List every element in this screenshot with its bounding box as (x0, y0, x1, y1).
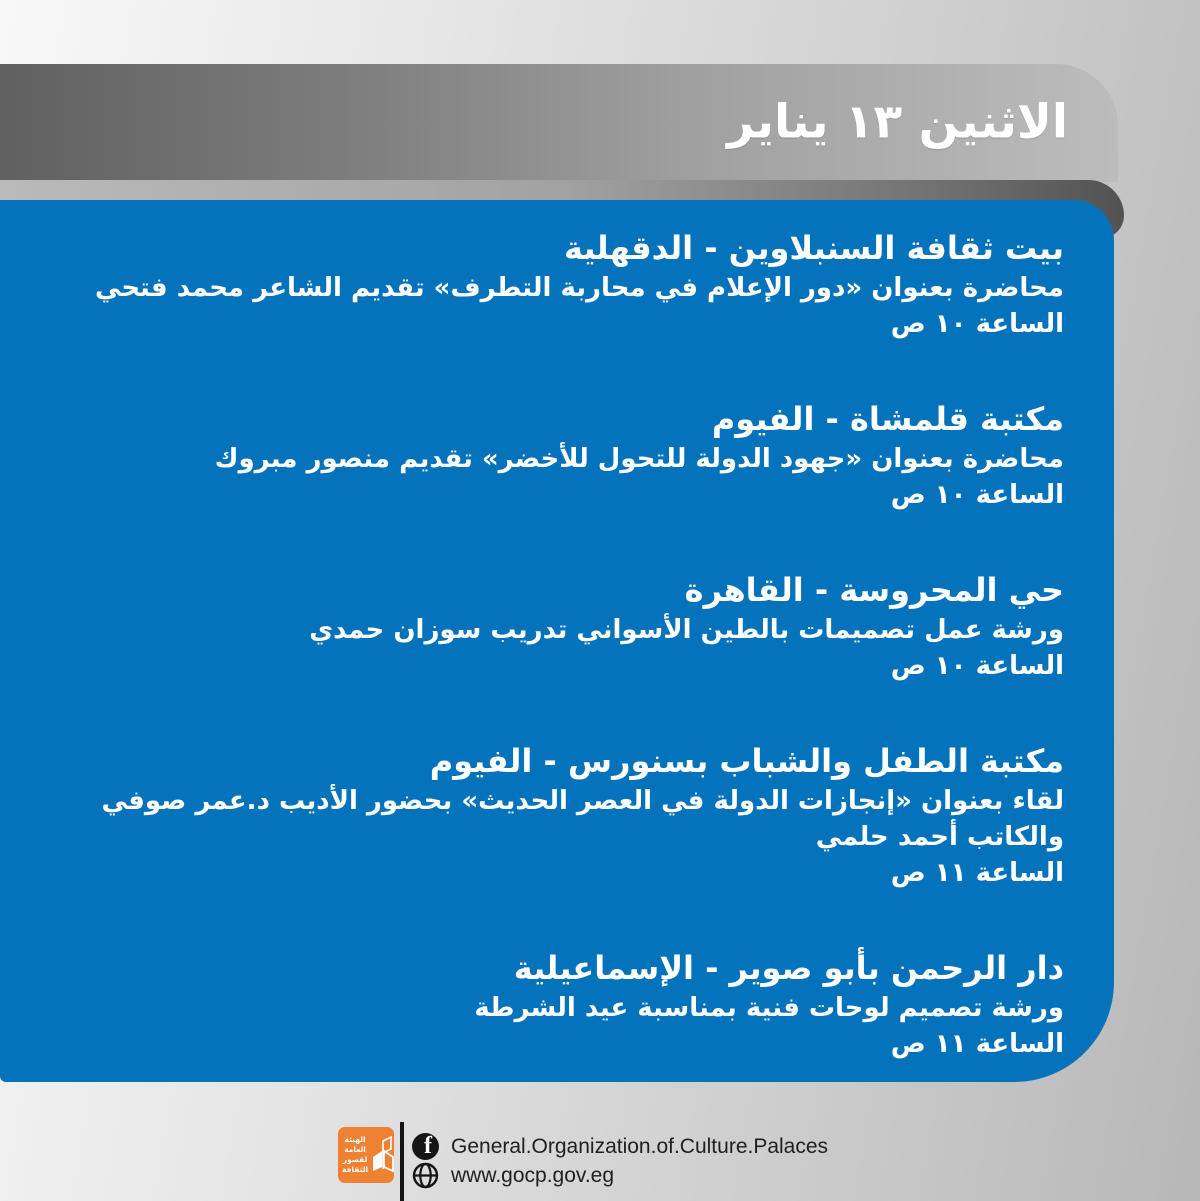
event-venue: مكتبة الطفل والشباب بسنورس - الفيوم (429, 742, 1064, 780)
event-description: محاضرة بعنوان «جهود الدولة للتحول للأخضر» تقديم منصور مبروك (214, 444, 1064, 474)
event-time: الساعة ١١ ص (890, 858, 1064, 888)
open-book-icon (370, 1135, 396, 1175)
logo-text-line: الثقافة (342, 1165, 369, 1174)
event-time: الساعة ١٠ ص (890, 480, 1064, 510)
website-url: www.gocp.gov.eg (451, 1163, 615, 1187)
facebook-icon (412, 1133, 439, 1160)
event-item (36, 570, 1064, 684)
logo-text-line: الهيئة (344, 1135, 366, 1144)
logo-text-line: العامة (344, 1145, 366, 1154)
event-item (36, 948, 1064, 1062)
event-venue: دار الرحمن بأبو صوير - الإسماعيلية (513, 949, 1064, 987)
event-venue: مكتبة قلمشاة - الفيوم (711, 400, 1064, 438)
footer-divider (400, 1122, 404, 1201)
event-time: الساعة ١٠ ص (890, 309, 1064, 339)
event-item (36, 228, 1064, 342)
event-description: ورشة تصميم لوحات فنية بمناسبة عيد الشرطة (474, 993, 1064, 1023)
globe-icon (412, 1162, 439, 1189)
event-venue: حي المحروسة - القاهرة (684, 571, 1064, 609)
event-item (36, 399, 1064, 513)
organization-logo-text (342, 1135, 368, 1175)
date-title: الاثنين ١٣ يناير (727, 94, 1068, 150)
event-description: لقاء بعنوان «إنجازات الدولة في العصر الحديث» بحضور الأديب د.عمر صوفي والكاتب أحمد حلمي (101, 786, 1064, 852)
facebook-row (412, 1133, 828, 1160)
event-venue: بيت ثقافة السنبلاوين - الدقهلية (564, 229, 1064, 267)
facebook-handle: General.Organization.of.Culture.Palaces (451, 1134, 829, 1158)
logo-text-line: لقصور (342, 1155, 368, 1164)
event-description: محاضرة بعنوان «دور الإعلام في محاربة التطرف» تقديم الشاعر محمد فتحي (95, 273, 1064, 303)
event-time: الساعة ١١ ص (890, 1029, 1064, 1059)
event-description: ورشة عمل تصميمات بالطين الأسواني تدريب سوزان حمدي (309, 615, 1064, 645)
event-time: الساعة ١٠ ص (890, 651, 1064, 681)
schedule-panel (0, 200, 1114, 1082)
event-item (36, 741, 1064, 891)
facebook-letter: f (424, 1133, 432, 1159)
date-header-bar (0, 64, 1118, 182)
website-row (412, 1162, 614, 1189)
organization-logo (338, 1127, 394, 1183)
